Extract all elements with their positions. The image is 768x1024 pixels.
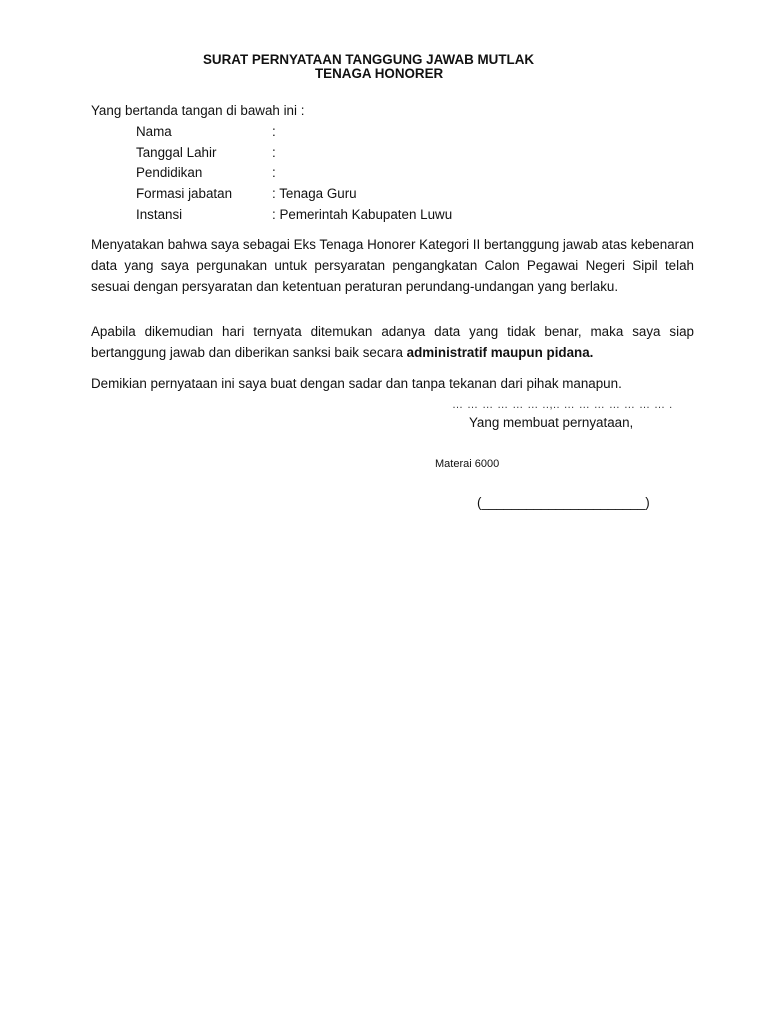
paragraph-responsibility xyxy=(91,321,694,363)
field-label: Formasi jabatan xyxy=(136,186,233,202)
field-label: Instansi xyxy=(136,206,183,222)
field-value: : Tenaga Guru xyxy=(272,186,357,202)
paragraph-responsibility-bold: administratif maupun pidana. xyxy=(406,345,594,360)
field-value: : xyxy=(272,124,276,139)
title-line-1: SURAT PERNYATAAN TANGGUNG JAWAB MUTLAK xyxy=(203,52,535,67)
field-label: Pendidikan xyxy=(136,165,203,181)
materai-label: Materai 6000 xyxy=(435,458,500,470)
paragraph-responsibility-text: Apabila dikemudian hari ternyata ditemukan adanya data yang tidak benar, maka saya siap bertanggung jawab dan diberikan sanksi baik secara xyxy=(91,324,694,360)
field-label: Tanggal Lahir xyxy=(136,144,217,160)
signature-line: (______________________) xyxy=(477,495,650,510)
intro-text: Yang bertanda tangan di bawah ini : xyxy=(91,103,305,118)
signer-label: Yang membuat pernyataan, xyxy=(469,415,634,430)
field-value: : Pemerintah Kabupaten Luwu xyxy=(272,206,453,222)
field-value: : xyxy=(272,144,276,160)
paragraph-statement: Menyatakan bahwa saya sebagai Eks Tenaga Honorer Kategori II bertanggung jawab atas kebenaran data yang saya pergunakan untuk persyaratan pengangkatan Calon Pegawai Negeri Sipil telah sesuai dengan persyaratan dan ketentuan peraturan perundang-undangan yang berlaku. xyxy=(91,237,694,294)
paragraph-closing: Demikian pernyataan ini saya buat dengan sadar dan tanpa tekanan dari pihak manapun. xyxy=(91,376,622,391)
place-date-line: … … … … … … ..,.. … … … … … … … . xyxy=(452,399,673,411)
field-value: : xyxy=(272,165,276,181)
title-line-2: TENAGA HONORER xyxy=(315,66,444,81)
field-label: Nama xyxy=(136,124,172,139)
